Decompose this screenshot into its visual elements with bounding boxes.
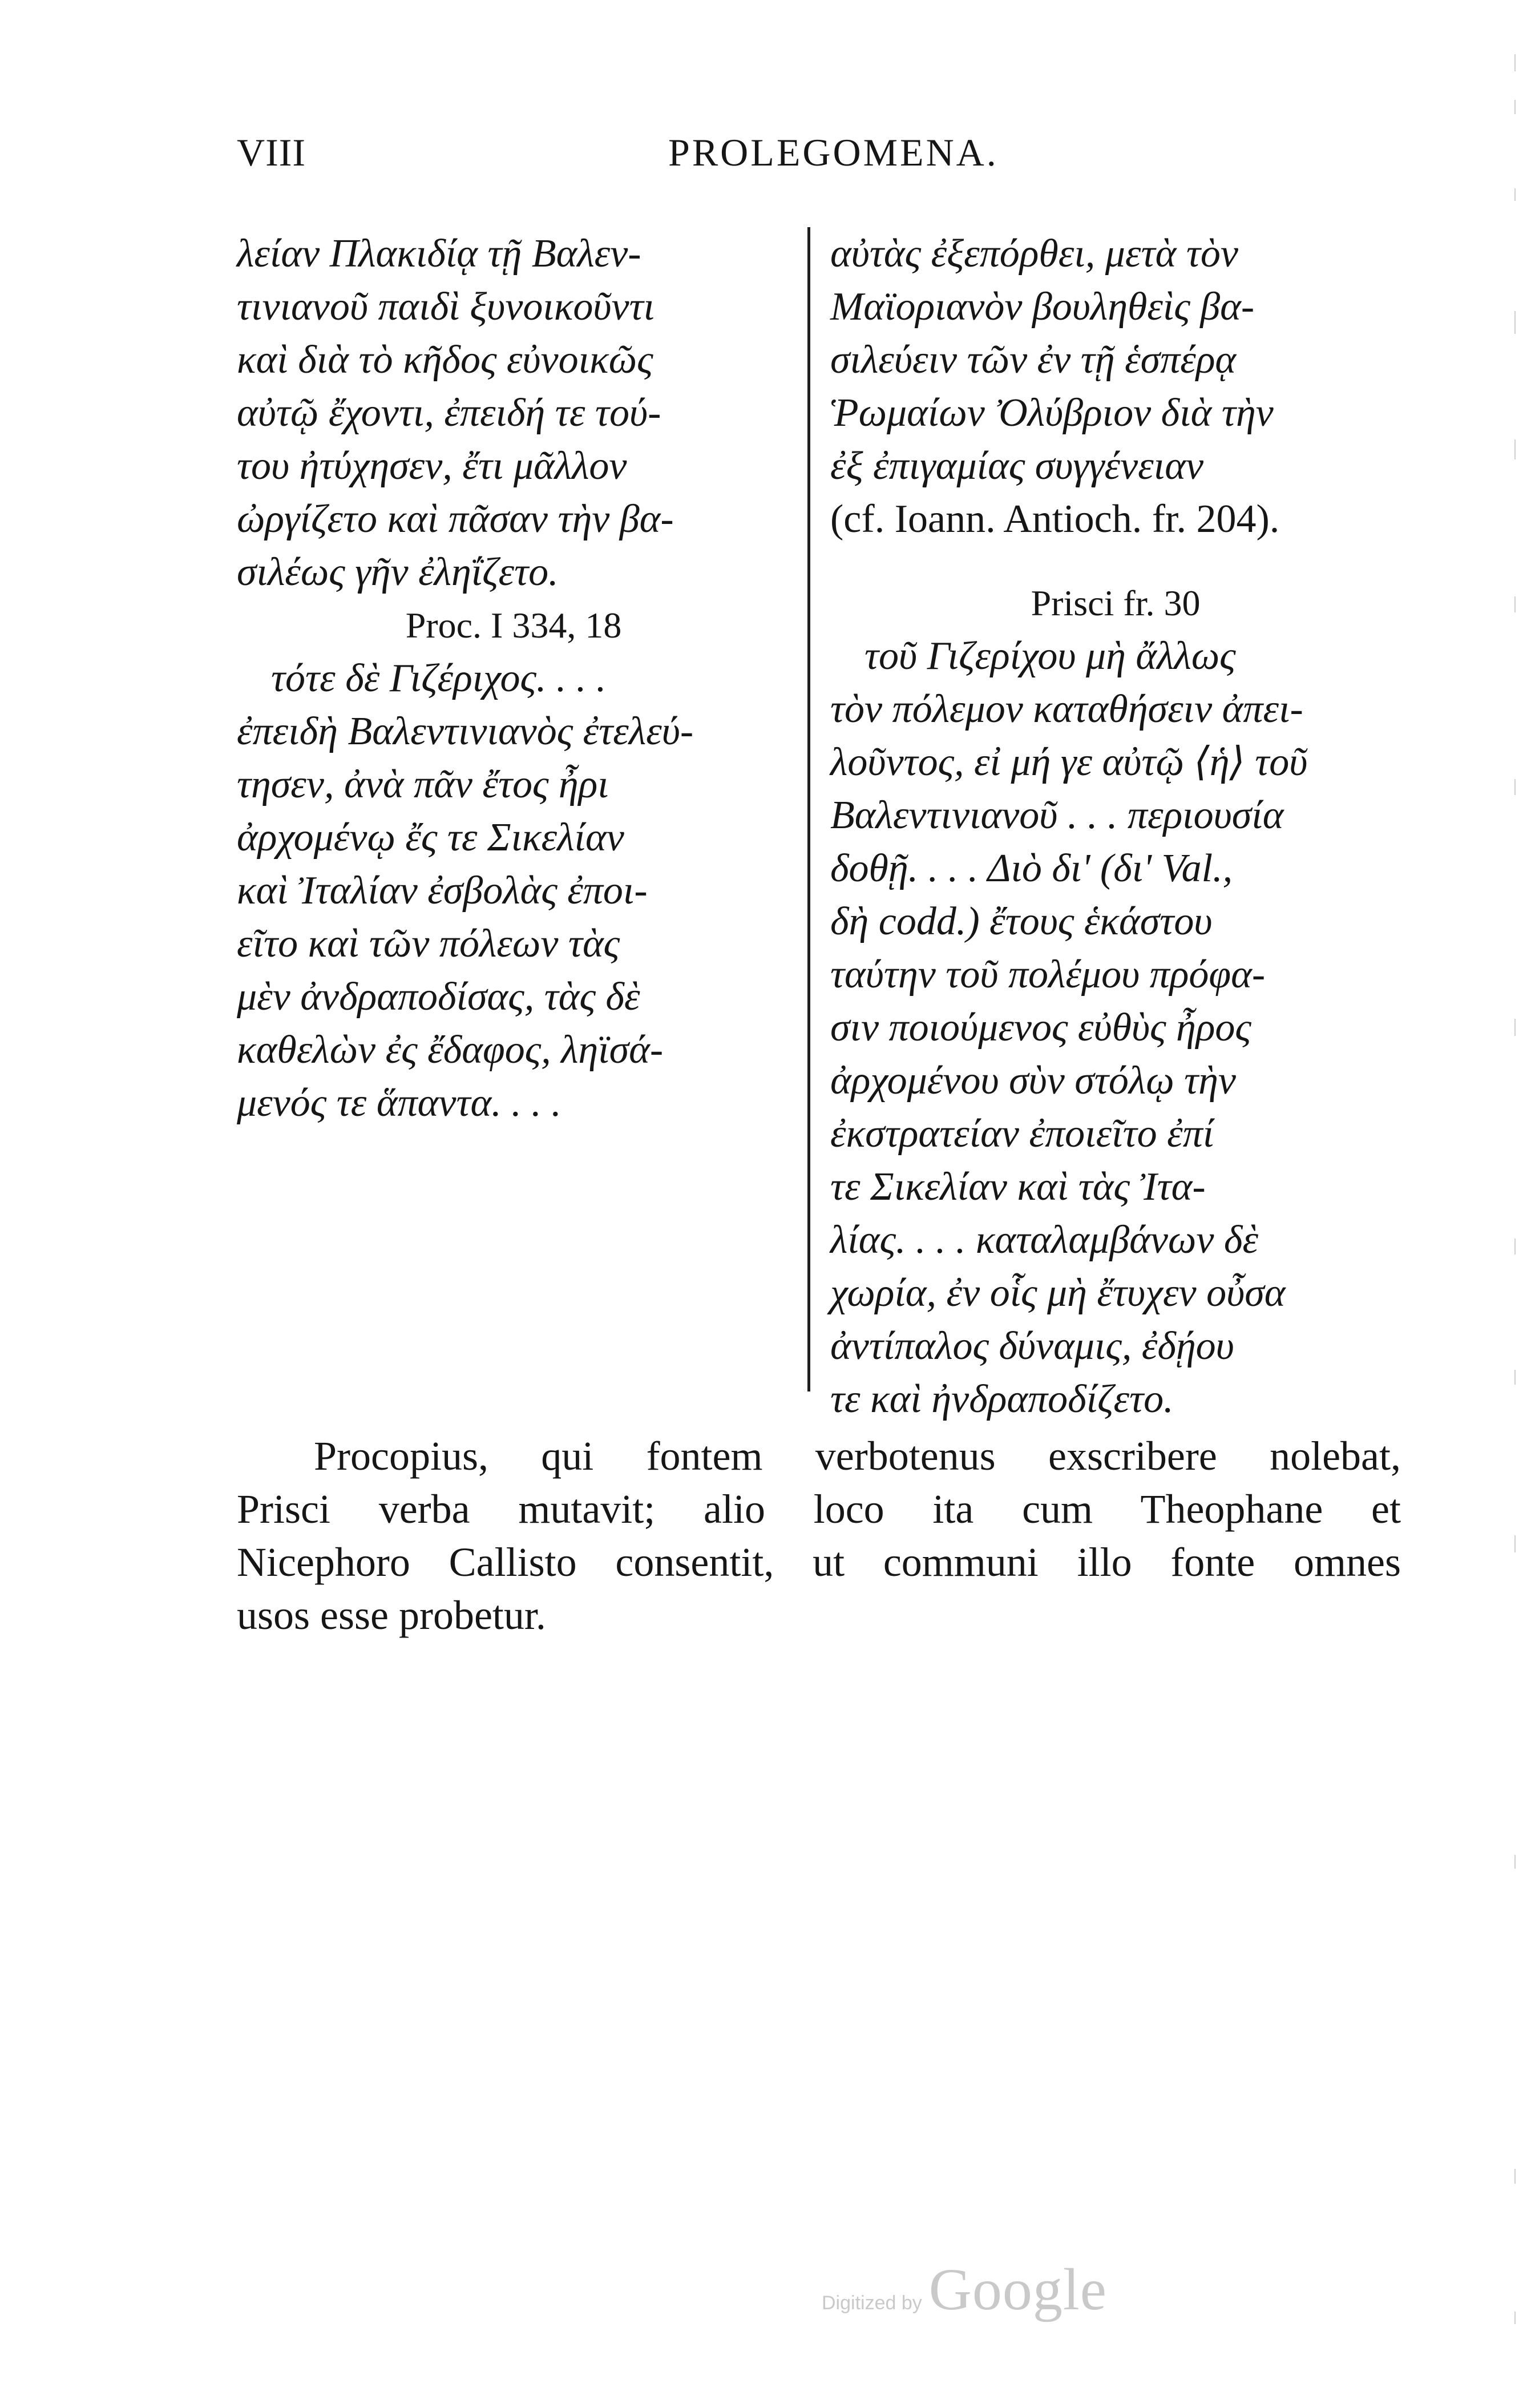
text-line: Βαλεντινιανοῦ . . . περιουσία bbox=[830, 793, 1284, 837]
text-line: αὐτῷ ἔχοντι, ἐπειδή τε τού- bbox=[237, 391, 661, 435]
scan-mark bbox=[1514, 439, 1516, 459]
text-line: τησεν, ἀνὰ πᾶν ἔτος ἦρι bbox=[237, 763, 609, 806]
text-line: σιν ποιούμενος εὐθὺς ἦρος bbox=[830, 1006, 1251, 1050]
paragraph-line: Prisci verba mutavit; alio loco ita cum Theophane et bbox=[237, 1486, 1401, 1532]
scan-mark bbox=[1514, 311, 1516, 334]
text-line: καθελὼν ἐς ἔδαφος, ληϊσά- bbox=[237, 1028, 664, 1072]
text-line: (cf. Ioann. Antioch. fr. 204). bbox=[830, 497, 1280, 541]
text-line: τε καὶ ἠνδραποδίζετο. bbox=[830, 1377, 1174, 1421]
text-line: ἀρχομένου σὺν στόλῳ τὴν bbox=[830, 1059, 1236, 1103]
source-reference: Prisci fr. 30 bbox=[1031, 583, 1201, 623]
text-line: σιλέως γῆν ἐληΐζετο. bbox=[237, 550, 559, 594]
scan-mark bbox=[1514, 1239, 1516, 1255]
text-line: αὐτὰς ἐξεπόρθει, μετὰ τὸν bbox=[830, 232, 1238, 276]
scan-mark bbox=[1514, 1535, 1516, 1552]
source-reference: Proc. I 334, 18 bbox=[405, 605, 622, 646]
text-line: Ῥωμαίων Ὀλύβριον διὰ τὴν bbox=[830, 391, 1274, 435]
scan-mark bbox=[1514, 54, 1516, 71]
scan-mark bbox=[1514, 779, 1516, 795]
text-line: δοθῇ. . . . Διὸ δι' (δι' Val., bbox=[830, 846, 1233, 890]
text-line: λοῦντος, εἰ μή γε αὐτῷ ⟨ἡ⟩ τοῦ bbox=[830, 740, 1308, 784]
text-line: τε Σικελίαν καὶ τὰς Ἰτα- bbox=[830, 1165, 1206, 1209]
scan-edge bbox=[1504, 0, 1527, 2408]
running-title: PROLEGOMENA. bbox=[668, 131, 999, 174]
digitization-watermark bbox=[822, 2256, 1107, 2322]
text-line: ἀρχομένῳ ἔς τε Σικελίαν bbox=[237, 816, 624, 860]
scan-mark bbox=[1514, 1370, 1516, 1385]
text-line: λείαν Πλακιδίᾳ τῇ Βαλεν- bbox=[237, 232, 641, 276]
text-line: ἐξ ἐπιγαμίας συγγένειαν bbox=[830, 444, 1204, 488]
text-line: του ἠτύχησεν, ἔτι μᾶλλον bbox=[237, 444, 627, 488]
text-line: ἐκστρατείαν ἐποιεῖτο ἐπί bbox=[830, 1112, 1214, 1156]
text-line: ἀντίπαλος δύναμις, ἐδῄου bbox=[830, 1324, 1234, 1368]
page-header bbox=[237, 130, 1401, 181]
text-line: χωρία, ἐν οἷς μὴ ἔτυχεν οὖσα bbox=[830, 1271, 1286, 1315]
text-line: τὸν πόλεμον καταθήσειν ἀπει- bbox=[830, 687, 1303, 731]
text-line: ἐπειδὴ Βαλεντινιανὸς ἐτελεύ- bbox=[237, 709, 694, 753]
text-line: Μαϊοριανὸν βουληθεὶς βα- bbox=[830, 285, 1255, 329]
page-number: VIII bbox=[237, 131, 306, 174]
text-line: καὶ διὰ τὸ κῆδος εὐνοικῶς bbox=[237, 338, 653, 382]
paragraph-line: usos esse probetur. bbox=[237, 1592, 546, 1638]
scan-mark bbox=[1514, 2312, 1516, 2324]
text-line: σιλεύειν τῶν ἐν τῇ ἑσπέρᾳ bbox=[830, 338, 1237, 382]
scan-mark bbox=[1514, 596, 1516, 612]
text-line: δὴ codd.) ἔτους ἑκάστου bbox=[830, 900, 1213, 943]
google-logo: Google bbox=[928, 2257, 1107, 2322]
text-line: λίας. . . . καταλαμβάνων δὲ bbox=[830, 1218, 1259, 1262]
text-line: καὶ Ἰταλίαν ἐσβολὰς ἐποι- bbox=[237, 869, 648, 913]
text-line: τινιανοῦ παιδὶ ξυνοικοῦντι bbox=[237, 285, 655, 329]
scan-mark bbox=[1514, 1855, 1516, 1869]
scan-mark bbox=[1514, 2169, 1516, 2184]
text-line: μενός τε ἅπαντα. . . . bbox=[237, 1081, 561, 1125]
paragraph-line: Nicephoro Callisto consentit, ut communi illo fonte omnes bbox=[237, 1539, 1401, 1585]
text-line: ταύτην τοῦ πολέμου πρόφα- bbox=[830, 953, 1266, 997]
column-divider bbox=[807, 227, 810, 1391]
watermark-prefix: Digitized by bbox=[822, 2292, 922, 2314]
text-line: ὠργίζετο καὶ πᾶσαν τὴν βα- bbox=[237, 497, 674, 541]
text-line: εῖτο καὶ τῶν πόλεων τὰς bbox=[237, 922, 620, 966]
commentary-paragraph bbox=[237, 1430, 1401, 1642]
left-column bbox=[237, 227, 790, 1130]
right-column bbox=[830, 227, 1401, 1426]
scan-mark bbox=[1514, 100, 1516, 114]
text-line: τοῦ Γιζερίχου μὴ ἄλλως bbox=[865, 634, 1236, 678]
scan-mark bbox=[1514, 188, 1516, 201]
paragraph-line: Procopius, qui fontem verbotenus exscribere nolebat, bbox=[314, 1433, 1401, 1479]
spacer bbox=[830, 546, 1401, 576]
text-line: τότε δὲ Γιζέριχος. . . . bbox=[271, 656, 607, 700]
text-line: μὲν ἀνδραποδίσας, τὰς δὲ bbox=[237, 975, 640, 1019]
scan-mark bbox=[1514, 1019, 1516, 1036]
